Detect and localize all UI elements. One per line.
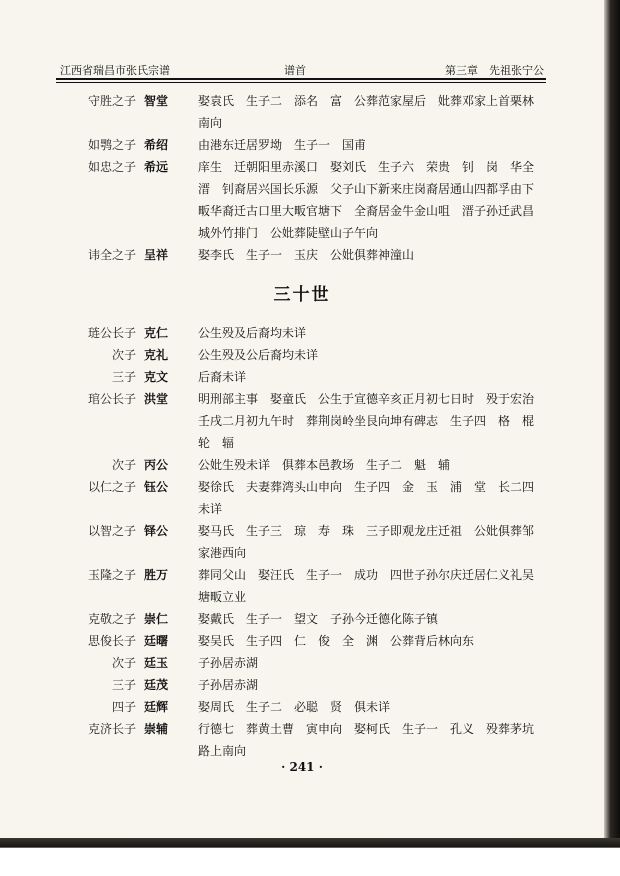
entry-description: 子孙居赤湖 [198,678,259,692]
entry-list-upper [0,90,604,266]
entry-person-name: 廷茂 [144,678,169,692]
entry-description: 子孙居赤湖 [198,656,259,670]
entry-person-name: 克文 [144,370,169,384]
entry-relation: 四子 [111,700,136,714]
genealogy-entry [0,630,604,652]
entry-relation: 次子 [111,656,136,670]
entry-person-name: 呈祥 [144,248,169,262]
entry-person-name: 廷辉 [144,700,169,714]
page-bottom-shadow [0,838,620,876]
entry-description: 娶袁氏 生子二 添名 富 公葬范家屋后 妣葬邓家上首栗林南向 [198,94,535,130]
entry-description: 公生殁及后裔均未详 [198,326,307,340]
entry-person-name: 丙公 [144,458,169,472]
header-rule-thin [56,82,546,83]
entry-relation: 如鹗之子 [87,138,136,152]
genealogy-entry [0,134,604,156]
book-spine-shadow [604,0,620,838]
entry-description: 后裔未详 [198,370,247,384]
running-header [60,60,544,78]
genealogy-entry [0,90,604,134]
genealogy-content [0,90,604,762]
entry-person-name: 崇辅 [144,722,169,736]
entry-description: 由港东迁居罗坳 生子一 国甫 [198,138,367,152]
entry-description: 公妣生殁未详 俱葬本邑教场 生子二 魁 辅 [198,458,451,472]
genealogy-entry [0,476,604,520]
entry-relation: 次子 [111,348,136,362]
genealogy-entry [0,696,604,718]
page-number: · 241 · [281,760,323,774]
entry-description: 公生殁及公后裔均未详 [198,348,319,362]
entry-description: 娶戴氏 生子一 望文 子孙今迁德化陈子镇 [198,612,439,626]
generation-heading: 三十世 [273,285,331,305]
entry-person-name: 胜万 [144,568,169,582]
entry-relation: 守胜之子 [87,94,136,108]
entry-relation: 以智之子 [87,524,136,538]
header-rule-thick [56,78,546,80]
entry-list-lower [0,322,604,762]
genealogy-entry [0,322,604,344]
entry-person-name: 希远 [144,160,169,174]
entry-relation: 玉隆之子 [87,568,136,582]
entry-person-name: 崇仁 [144,612,169,626]
entry-description: 娶吴氏 生子四 仁 俊 全 渊 公葬背后林向东 [198,634,475,648]
entry-person-name: 廷玉 [144,656,169,670]
genealogy-entry [0,454,604,476]
genealogy-entry [0,564,604,608]
entry-relation: 如忠之子 [87,160,136,174]
genealogy-entry [0,156,604,244]
entry-relation: 思俊长子 [87,634,136,648]
entry-relation: 克济长子 [87,722,136,736]
entry-description: 庠生 迁朝阳里赤溪口 娶刘氏 生子六 荣贵 钊 岗 华全 溍 钊裔居兴国长乐源 父子山下新来庄岗裔居通山四都孚由下畈华裔迁古口里大畈官塘下 全裔居金牛金山咀 溍子孙迁武昌城外竹排门 公妣葬陡壁山子午向 [198,160,547,240]
entry-relation: 次子 [111,458,136,472]
header-book-title: 江西省瑞昌市张氏宗谱 [60,64,170,77]
genealogy-entry [0,652,604,674]
entry-person-name: 廷曙 [144,634,169,648]
genealogy-entry [0,674,604,696]
entry-person-name: 克仁 [144,326,169,340]
genealogy-entry [0,608,604,630]
entry-relation: 以仁之子 [87,480,136,494]
entry-relation: 琏公长子 [87,326,136,340]
genealogy-entry [0,244,604,266]
entry-relation: 讳全之子 [87,248,136,262]
entry-relation: 三子 [111,678,136,692]
entry-description: 葬同父山 娶汪氏 生子一 成功 四世子孙尔庆迁居仁义礼吴塘畈立业 [198,568,535,604]
entry-person-name: 钰公 [144,480,169,494]
entry-person-name: 智堂 [144,94,169,108]
entry-person-name: 希绍 [144,138,169,152]
genealogy-entry [0,344,604,366]
genealogy-entry [0,718,604,762]
entry-relation: 三子 [111,370,136,384]
header-section: 谱首 [284,64,306,77]
entry-description: 娶李氏 生子一 玉庆 公妣俱葬神潼山 [198,248,415,262]
genealogy-entry [0,366,604,388]
entry-relation: 克敬之子 [87,612,136,626]
entry-person-name: 铎公 [144,524,169,538]
entry-description: 娶马氏 生子三 琼 寿 珠 三子即观龙庄迁祖 公妣俱葬邹家港西向 [198,524,535,560]
header-chapter: 第三章 先祖张宁公 [445,64,544,77]
entry-description: 明刑部主事 娶童氏 公生于宣德辛亥正月初七日时 殁于宏治壬戌二月初九午时 葬荆岗岭坐艮向坤有碑志 生子四 格 棍 轮 辐 [198,392,547,450]
genealogy-entry [0,388,604,454]
entry-person-name: 克礼 [144,348,169,362]
entry-description: 行德七 葬黄土曹 寅申向 娶柯氏 生子一 孔义 殁葬茅坑路上南向 [198,722,535,758]
entry-relation: 琯公长子 [87,392,136,406]
entry-person-name: 洪堂 [144,392,169,406]
genealogy-entry [0,520,604,564]
entry-description: 娶周氏 生子二 必聪 贤 俱未详 [198,700,391,714]
entry-description: 娶徐氏 夫妻葬湾头山申向 生子四 金 玉 浦 堂 长二四未详 [198,480,535,516]
